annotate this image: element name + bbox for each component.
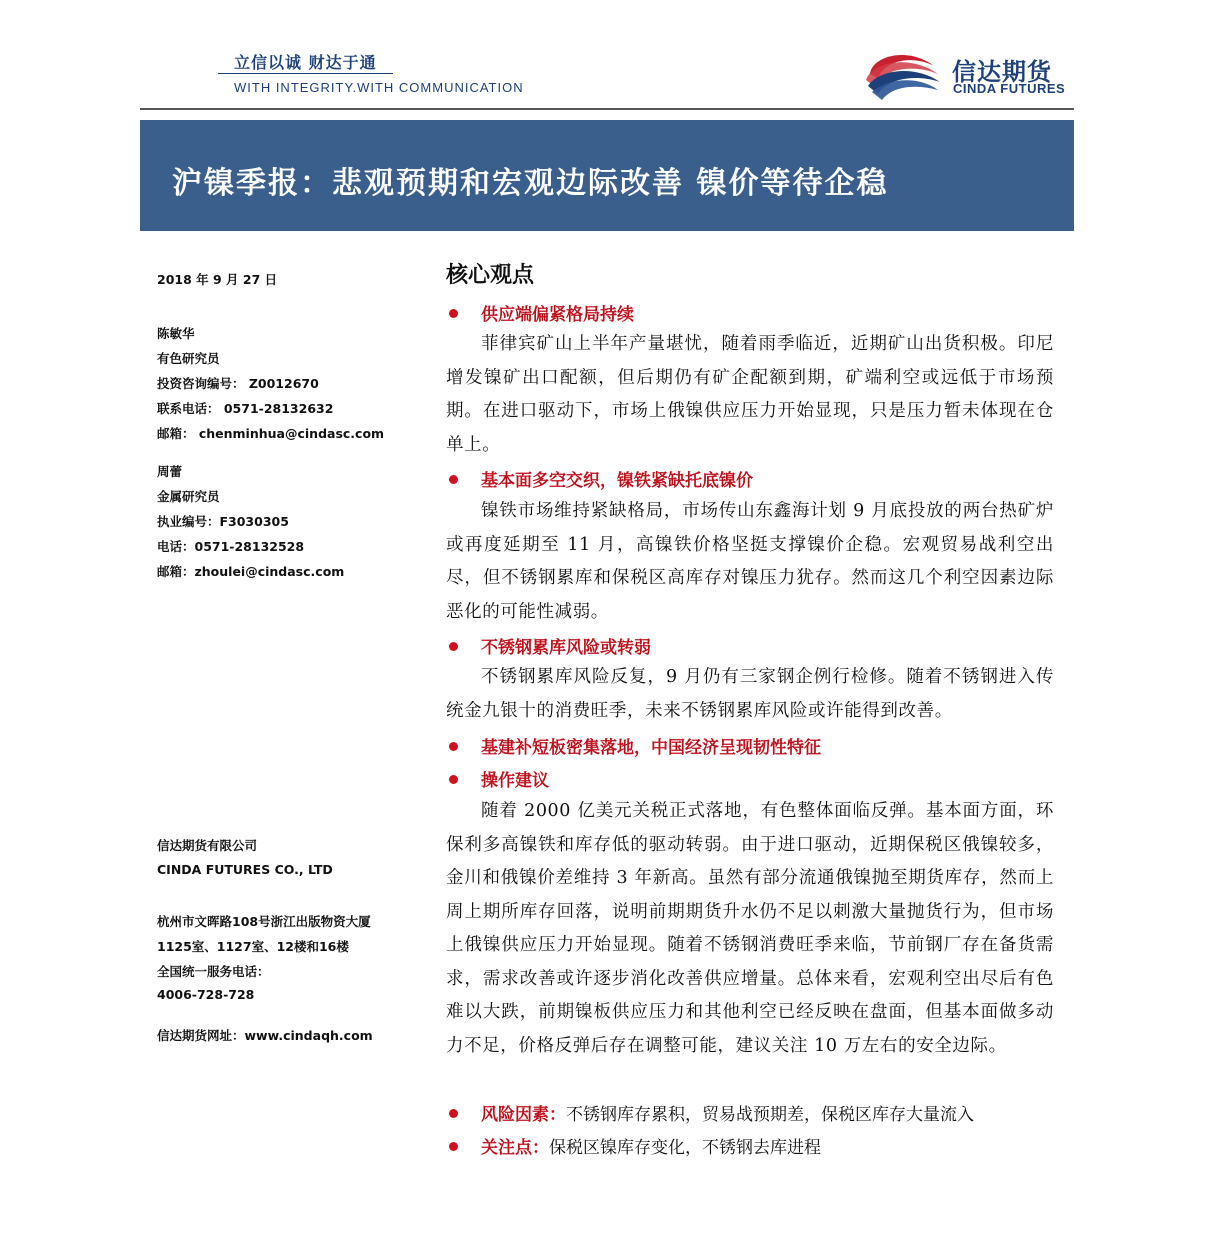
bullet-risk-label: 风险因素： bbox=[481, 1105, 566, 1125]
company-address-2: 1125室、1127室、12楼和16楼 bbox=[157, 939, 349, 954]
slogan-en: WITH INTEGRITY.WITH COMMUNICATION bbox=[234, 80, 524, 95]
analyst2-email: 邮箱：zhoulei@cindasc.com bbox=[157, 564, 345, 579]
bullet-supply-text: 供应端偏紧格局持续 bbox=[481, 305, 634, 325]
bullet-risk bbox=[446, 1100, 974, 1125]
bullet-dot-icon bbox=[449, 309, 458, 318]
company-name-en: CINDA FUTURES CO., LTD bbox=[157, 862, 333, 877]
company-name-cn: 信达期货有限公司 bbox=[157, 838, 258, 853]
company-hotline-label: 全国统一服务电话： bbox=[157, 964, 270, 979]
analyst1-role: 有色研究员 bbox=[157, 351, 220, 366]
bullet-advice bbox=[446, 766, 549, 791]
analyst1-license: 投资咨询编号： Z0012670 bbox=[157, 376, 319, 391]
bullet-dot-icon bbox=[449, 742, 458, 751]
slogan-underline bbox=[218, 73, 393, 74]
analyst2-license: 执业编号：F3030305 bbox=[157, 514, 289, 529]
bullet-dot-icon bbox=[449, 1142, 458, 1151]
bullet-risk-text: 不锈钢库存累积，贸易战预期差，保税区库存大量流入 bbox=[566, 1105, 974, 1125]
bullet-dot-icon bbox=[449, 475, 458, 484]
bullet-focus-text: 保税区镍库存变化，不锈钢去库进程 bbox=[549, 1138, 821, 1158]
analyst1-phone: 联系电话： 0571-28132632 bbox=[157, 401, 334, 416]
bullet-fundamentals-text: 基本面多空交织，镍铁紧缺托底镍价 bbox=[481, 471, 753, 491]
bullet-stainless-text: 不锈钢累库风险或转弱 bbox=[481, 638, 651, 658]
bullet-infrastructure bbox=[446, 733, 821, 758]
report-title: 沪镍季报：悲观预期和宏观边际改善 镍价等待企稳 bbox=[172, 166, 889, 201]
header-divider bbox=[140, 108, 1074, 110]
logo-text-cn: 信达期货 bbox=[952, 58, 1052, 86]
bullet-fundamentals bbox=[446, 466, 753, 491]
bullet-stainless bbox=[446, 633, 651, 658]
paragraph-advice: 随着 2000 亿美元关税正式落地，有色整体面临反弹。基本面方面，环保利多高镍铁和库存低的驱动转弱。由于进口驱动，近期保税区俄镍较多，金川和俄镍价差维持 3 年新高。虽然有部分流通俄镍抛至期货库存，然而上周上期所库存回落，说明前期期货升水仍不足以刺激大量抛货行为，但市场上俄镍供应压力开始显现。随着不锈钢消费旺季来临，节前钢厂存在备货需求，需求改善或许逐步消化改善供应增量。总体来看，宏观利空出尽后有色难以大跌，前期镍板供应压力和其他利空已经反映在盘面，但基本面做多动力不足，价格反弹后存在调整可能，建议关注 10 万左右的安全边际。 bbox=[446, 801, 1054, 1056]
paragraph-stainless: 不锈钢累库风险反复，9 月仍有三家钢企例行检修。随着不锈钢进入传统金九银十的消费旺季，未来不锈钢累库风险或许能得到改善。 bbox=[446, 667, 1054, 721]
bullet-dot-icon bbox=[449, 1109, 458, 1118]
company-website: 信达期货网址：www.cindaqh.com bbox=[157, 1028, 373, 1043]
title-banner bbox=[140, 120, 1074, 231]
cinda-logo-icon bbox=[858, 44, 948, 104]
bullet-focus bbox=[446, 1133, 821, 1158]
bullet-advice-text: 操作建议 bbox=[481, 771, 549, 791]
bullet-dot-icon bbox=[449, 775, 458, 784]
paragraph-supply: 菲律宾矿山上半年产量堪忧，随着雨季临近，近期矿山出货积极。印尼增发镍矿出口配额，但后期仍有矿企配额到期，矿端利空或远低于市场预期。在进口驱动下，市场上俄镍供应压力开始显现，只是压力暂未体现在仓单上。 bbox=[446, 334, 1054, 455]
bullet-supply bbox=[446, 300, 634, 325]
company-address-1: 杭州市文晖路108号浙江出版物资大厦 bbox=[157, 914, 371, 929]
bullet-infrastructure-text: 基建补短板密集落地，中国经济呈现韧性特征 bbox=[481, 738, 821, 758]
company-hotline: 4006-728-728 bbox=[157, 987, 255, 1002]
section-title: 核心观点 bbox=[446, 262, 535, 288]
slogan-cn: 立信以诚 财达于通 bbox=[234, 53, 377, 72]
analyst2-phone: 电话：0571-28132528 bbox=[157, 539, 305, 554]
analyst1-email: 邮箱： chenminhua@cindasc.com bbox=[157, 426, 385, 441]
paragraph-fundamentals: 镍铁市场维持紧缺格局，市场传山东鑫海计划 9 月底投放的两台热矿炉或再度延期至 11 月，高镍铁价格坚挺支撑镍价企稳。宏观贸易战利空出尽，但不锈钢累库和保税区高库存对镍压力犹存。然而这几个利空因素边际恶化的可能性减弱。 bbox=[446, 501, 1054, 622]
analyst2-name: 周蕾 bbox=[157, 464, 183, 479]
analyst2-role: 金属研究员 bbox=[157, 489, 220, 504]
report-date: 2018 年 9 月 27 日 bbox=[157, 272, 278, 287]
page-header bbox=[0, 0, 1214, 112]
bullet-focus-label: 关注点： bbox=[481, 1138, 549, 1158]
bullet-dot-icon bbox=[449, 642, 458, 651]
logo-text-en: CINDA FUTURES bbox=[953, 81, 1066, 96]
analyst1-name: 陈敏华 bbox=[157, 326, 195, 341]
